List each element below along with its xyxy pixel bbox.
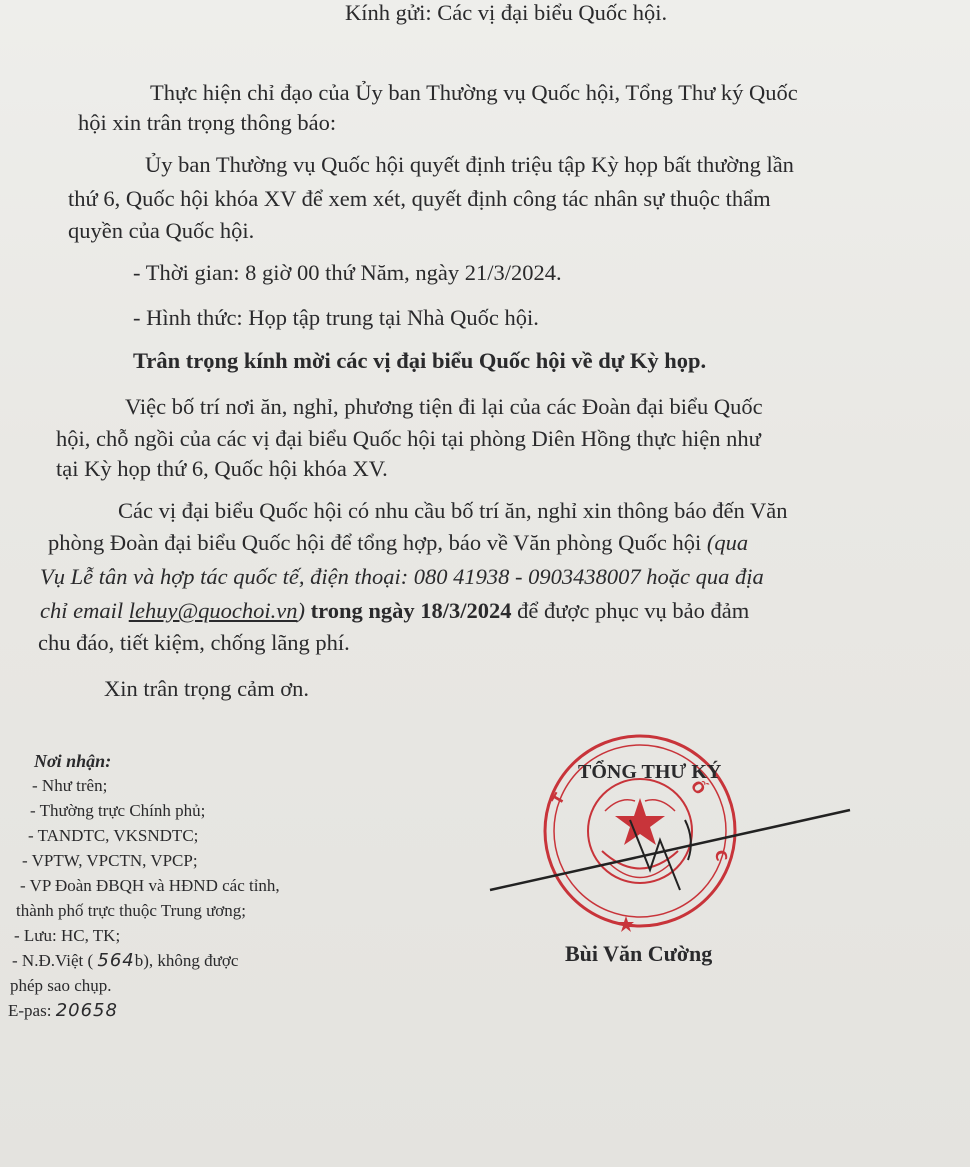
recipient-item: - VPTW, VPCTN, VPCP; bbox=[22, 851, 198, 870]
epas-label: E-pas: bbox=[8, 1001, 56, 1020]
needs-line-4-tail: để được phục vụ bảo đảm bbox=[511, 598, 750, 623]
recipient-copy-line-2: phép sao chụp. bbox=[10, 976, 112, 995]
needs-line-2-italic: (qua bbox=[706, 530, 749, 555]
recipient-item: thành phố trực thuộc Trung ương; bbox=[16, 901, 246, 920]
handwritten-epas-number: 20658 bbox=[55, 1000, 118, 1021]
intro-line-1: Thực hiện chỉ đạo của Ủy ban Thường vụ Quốc hội, Tổng Thư ký Quốc bbox=[150, 80, 798, 105]
intro-line-2: hội xin trân trọng thông báo: bbox=[78, 110, 337, 135]
epas-line bbox=[8, 1002, 118, 1020]
copy-text: - N.Đ.Việt ( bbox=[12, 951, 98, 970]
recipient-item: - Thường trực Chính phủ; bbox=[30, 801, 206, 820]
arrangement-line-3: tại Kỳ họp thứ 6, Quốc hội khóa XV. bbox=[56, 456, 388, 481]
needs-line-3: Vụ Lễ tân và hợp tác quốc tế, điện thoại: 080 41938 - 0903438007 hoặc qua địa bbox=[40, 564, 764, 589]
invitation-line: Trân trọng kính mời các vị đại biểu Quốc hội về dự Kỳ họp. bbox=[133, 348, 707, 373]
recipient-copy-line bbox=[12, 952, 238, 970]
needs-line-2-text: phòng Đoàn đại biểu Quốc hội để tổng hợp, báo về Văn phòng Quốc hội bbox=[48, 530, 707, 555]
signer-name: Bùi Văn Cường bbox=[565, 941, 713, 966]
stamp-letter: T bbox=[547, 790, 569, 808]
decision-line-2: thứ 6, Quốc hội khóa XV để xem xét, quyết định công tác nhân sự thuộc thẩm bbox=[68, 186, 771, 211]
salutation: Kính gửi: Các vị đại biểu Quốc hội. bbox=[345, 0, 668, 25]
meeting-time: - Thời gian: 8 giờ 00 thứ Năm, ngày 21/3/2024. bbox=[133, 260, 562, 285]
stamp-letter: Ố bbox=[686, 777, 709, 799]
recipient-item: - Lưu: HC, TK; bbox=[14, 926, 121, 945]
handwritten-signature bbox=[480, 780, 860, 920]
meeting-form: - Hình thức: Họp tập trung tại Nhà Quốc hội. bbox=[133, 305, 539, 330]
decision-line-1: Ủy ban Thường vụ Quốc hội quyết định triệu tập Kỳ họp bất thường lần bbox=[145, 152, 794, 177]
handwritten-copy-number: 564 bbox=[97, 950, 135, 971]
needs-line-4 bbox=[40, 600, 749, 623]
arrangement-line-2: hội, chỗ ngồi của các vị đại biểu Quốc hội tại phòng Diên Hồng thực hiện như bbox=[56, 426, 761, 451]
email-close-paren: ) bbox=[297, 598, 306, 623]
recipients-title: Nơi nhận: bbox=[34, 751, 112, 771]
thanks-line: Xin trân trọng cảm ơn. bbox=[104, 676, 309, 701]
recipient-item: - TANDTC, VKSNDTC; bbox=[28, 826, 199, 845]
email-label: chỉ email bbox=[40, 598, 129, 623]
arrangement-line-1: Việc bố trí nơi ăn, nghỉ, phương tiện đi lại của các Đoàn đại biểu Quốc bbox=[125, 394, 763, 419]
signer-title: TỔNG THƯ KÝ bbox=[578, 761, 722, 783]
recipient-item: - VP Đoàn ĐBQH và HĐND các tỉnh, bbox=[20, 876, 280, 895]
stamp-letter: C bbox=[711, 848, 731, 863]
needs-line-2 bbox=[48, 532, 748, 555]
deadline-date: trong ngày 18/3/2024 bbox=[305, 598, 512, 623]
recipient-item: - Như trên; bbox=[32, 776, 108, 795]
needs-line-5: chu đáo, tiết kiệm, chống lãng phí. bbox=[38, 630, 350, 655]
copy-text-tail: b), không được bbox=[134, 951, 239, 970]
needs-line-1: Các vị đại biểu Quốc hội có nhu cầu bố trí ăn, nghỉ xin thông báo đến Văn bbox=[118, 498, 788, 523]
decision-line-3: quyền của Quốc hội. bbox=[68, 218, 255, 243]
email-link[interactable]: lehuy@quochoi.vn bbox=[128, 598, 298, 623]
